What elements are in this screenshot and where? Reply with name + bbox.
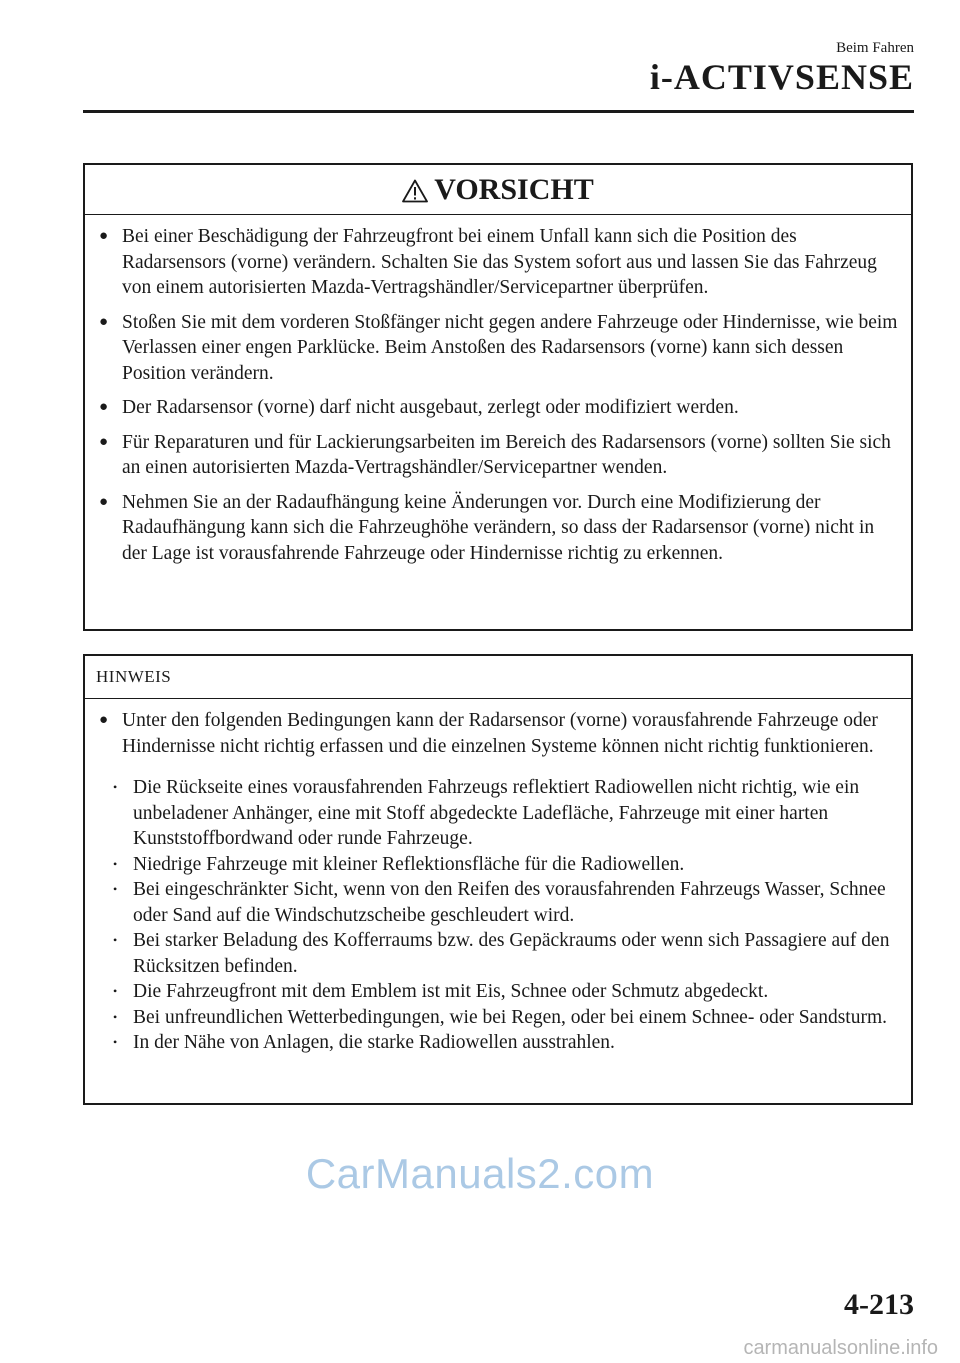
caution-item — [98, 310, 901, 387]
bullet-icon: ● — [99, 493, 109, 510]
caution-header — [85, 165, 911, 215]
caution-item — [98, 490, 901, 567]
caution-item — [98, 395, 901, 421]
bullet-icon: ● — [99, 313, 109, 330]
caution-item-text: Stoßen Sie mit dem vorderen Stoßfänger nicht gegen andere Fahrzeuge oder Hindernisse, wie beim Verlassen einer engen Parklücke. Beim Anstoßen des Radarsensors (vorne) kann sich dessen Position verändern. — [122, 311, 898, 384]
note-subitem — [109, 1005, 911, 1031]
note-subitem-text: Niedrige Fahrzeuge mit kleiner Reflektionsfläche für die Radiowellen. — [133, 853, 685, 875]
caution-item — [98, 430, 901, 481]
note-list — [85, 699, 911, 759]
note-subitem — [109, 852, 911, 878]
footer-url: carmanualsonline.info — [743, 1337, 938, 1359]
note-header — [85, 656, 911, 699]
small-bullet-icon: • — [113, 882, 118, 896]
small-bullet-icon: • — [113, 856, 118, 871]
bullet-icon: ● — [99, 433, 109, 450]
note-subitem — [109, 775, 911, 852]
note-sublist — [85, 768, 911, 1056]
note-intro-text: Unter den folgenden Bedingungen kann der Radarsensor (vorne) vorausfahrende Fahrzeuge oder Hindernisse nicht richtig erfassen und die einzelnen Systeme können nicht richtig funktionieren. — [122, 710, 878, 757]
note-subitem-text: Bei unfreundlichen Wetterbedingungen, wie bei Regen, oder bei einem Schnee- oder Sandsturm. — [133, 1006, 888, 1028]
note-box — [83, 654, 913, 1105]
watermark: CarManuals2.com — [305, 1150, 655, 1197]
caution-box — [83, 163, 913, 631]
note-subitem-text: Bei starker Beladung des Kofferraums bzw. des Gepäckraums oder wenn sich Passagiere auf den Rücksitzen befinden. — [133, 930, 890, 977]
note-subitem — [109, 877, 911, 928]
note-title: HINWEIS — [96, 667, 172, 686]
bullet-icon: ● — [99, 712, 109, 728]
note-item — [98, 708, 901, 759]
small-bullet-icon: • — [113, 780, 118, 794]
caution-item-text: Nehmen Sie an der Radaufhängung keine Änderungen vor. Durch eine Modifizierung der Radaufhängung kann sich die Fahrzeughöhe verändern, so dass der Radarsensor (vorne) nicht in der Lage ist vorausfahrende Fahrzeuge oder Hindernisse richtig zu erkennen. — [122, 491, 875, 564]
note-subitem — [109, 928, 911, 979]
caution-list — [85, 215, 911, 566]
section-name: Beim Fahren — [836, 40, 914, 56]
caution-item-text: Bei einer Beschädigung der Fahrzeugfront bei einem Unfall kann sich die Position des Radarsensors (vorne) verändern. Schalten Sie das System sofort aus und lassen Sie das Fahrzeug von einem autorisierten Mazda-Vertragshändler/Servicepartner überprüfen. — [122, 226, 877, 298]
note-subitem — [109, 979, 911, 1005]
caution-item-text: Der Radarsensor (vorne) darf nicht ausgebaut, zerlegt oder modifiziert werden. — [122, 397, 739, 418]
small-bullet-icon: • — [113, 1035, 118, 1049]
note-subitem-text: Die Rückseite eines vorausfahrenden Fahrzeugs reflektiert Radiowellen nicht richtig, wie ein unbeladener Anhänger, eine mit Stoff abgedeckte Ladefläche, Fahrzeuge mit einer harten Kunststoffbordwand oder runde Fahrzeuge. — [133, 777, 860, 849]
note-subitem — [109, 1030, 911, 1056]
note-subitem-text: In der Nähe von Anlagen, die starke Radiowellen ausstrahlen. — [133, 1032, 615, 1053]
note-subitem-text: Die Fahrzeugfront mit dem Emblem ist mit Eis, Schnee oder Schmutz abgedeckt. — [133, 981, 769, 1002]
caution-item-text: Für Reparaturen und für Lackierungsarbeiten im Bereich des Radarsensors (vorne) sollten Sie sich an einen autorisierten Mazda-Vertragshändler/Servicepartner wenden. — [122, 431, 891, 478]
small-bullet-icon: • — [113, 933, 118, 947]
header-divider — [83, 110, 914, 113]
bullet-icon: ● — [99, 399, 109, 415]
small-bullet-icon: • — [113, 984, 118, 998]
chapter-title: i-ACTIVSENSE — [649, 57, 914, 97]
warning-triangle-icon — [402, 179, 428, 203]
small-bullet-icon: • — [113, 1009, 118, 1024]
note-subitem-text: Bei eingeschränkter Sicht, wenn von den Reifen des vorausfahrenden Fahrzeugs Wasser, Schnee oder Sand auf die Windschutzscheibe geschleudert wird. — [133, 879, 886, 926]
caution-title: VORSICHT — [434, 172, 594, 206]
caution-item — [98, 224, 901, 301]
page-number: 4-213 — [844, 1288, 914, 1321]
bullet-icon: ● — [99, 228, 109, 244]
